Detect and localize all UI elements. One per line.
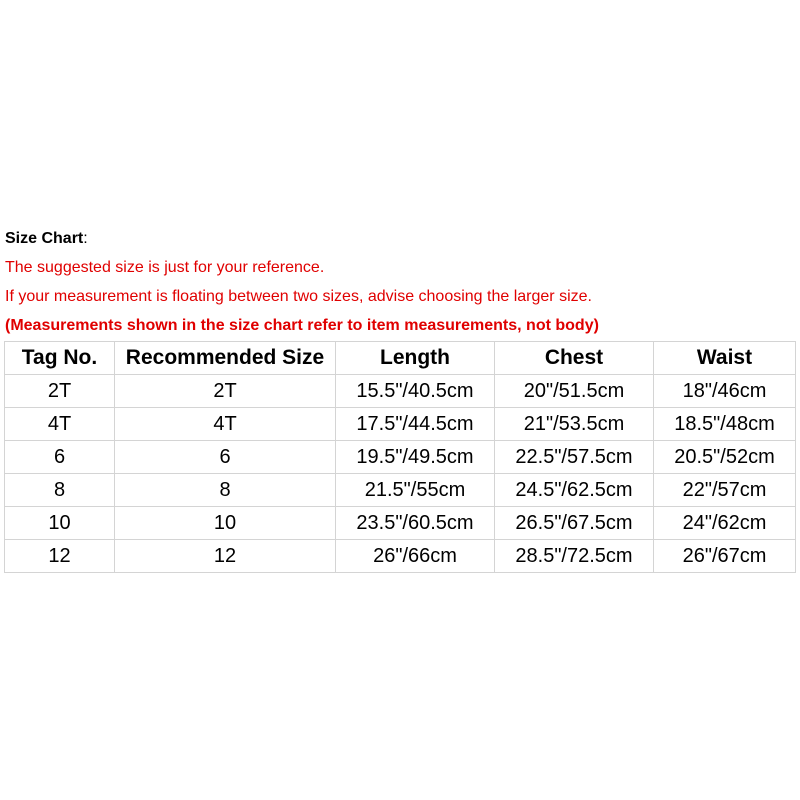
- size-chart-notes: [5, 224, 795, 340]
- cell-tag-no: 2T: [5, 375, 115, 408]
- cell-length: 23.5"/60.5cm: [336, 507, 495, 540]
- cell-waist: 24"/62cm: [654, 507, 796, 540]
- header-waist: Waist: [654, 342, 796, 375]
- cell-chest: 24.5"/62.5cm: [495, 474, 654, 507]
- cell-chest: 20"/51.5cm: [495, 375, 654, 408]
- cell-recommended-size: 4T: [115, 408, 336, 441]
- cell-length: 19.5"/49.5cm: [336, 441, 495, 474]
- cell-length: 15.5"/40.5cm: [336, 375, 495, 408]
- size-chart-title: [5, 224, 795, 253]
- cell-waist: 22"/57cm: [654, 474, 796, 507]
- table-row: [5, 375, 796, 408]
- reference-note: The suggested size is just for your reference.: [5, 259, 325, 276]
- table-row: [5, 474, 796, 507]
- cell-tag-no: 12: [5, 540, 115, 573]
- cell-waist: 26"/67cm: [654, 540, 796, 573]
- cell-tag-no: 6: [5, 441, 115, 474]
- cell-chest: 26.5"/67.5cm: [495, 507, 654, 540]
- cell-chest: 22.5"/57.5cm: [495, 441, 654, 474]
- header-tag-no: Tag No.: [5, 342, 115, 375]
- measurement-disclaimer: (Measurements shown in the size chart refer to item measurements, not body): [5, 317, 599, 334]
- cell-tag-no: 4T: [5, 408, 115, 441]
- size-chart-title-colon: :: [83, 230, 88, 247]
- cell-length: 21.5"/55cm: [336, 474, 495, 507]
- table-row: [5, 540, 796, 573]
- header-recommended-size: Recommended Size: [115, 342, 336, 375]
- header-length: Length: [336, 342, 495, 375]
- table-row: [5, 408, 796, 441]
- size-chart-title-text: Size Chart: [5, 230, 84, 247]
- cell-recommended-size: 6: [115, 441, 336, 474]
- cell-waist: 18.5"/48cm: [654, 408, 796, 441]
- cell-waist: 20.5"/52cm: [654, 441, 796, 474]
- cell-length: 17.5"/44.5cm: [336, 408, 495, 441]
- cell-recommended-size: 8: [115, 474, 336, 507]
- cell-tag-no: 10: [5, 507, 115, 540]
- cell-recommended-size: 12: [115, 540, 336, 573]
- size-chart-table: [4, 341, 796, 573]
- table-header-row: [5, 342, 796, 375]
- cell-chest: 21"/53.5cm: [495, 408, 654, 441]
- cell-tag-no: 8: [5, 474, 115, 507]
- cell-chest: 28.5"/72.5cm: [495, 540, 654, 573]
- cell-length: 26"/66cm: [336, 540, 495, 573]
- table-row: [5, 441, 796, 474]
- header-chest: Chest: [495, 342, 654, 375]
- cell-recommended-size: 2T: [115, 375, 336, 408]
- cell-recommended-size: 10: [115, 507, 336, 540]
- sizing-advice-note: If your measurement is floating between two sizes, advise choosing the larger size.: [5, 288, 592, 305]
- table-row: [5, 507, 796, 540]
- cell-waist: 18"/46cm: [654, 375, 796, 408]
